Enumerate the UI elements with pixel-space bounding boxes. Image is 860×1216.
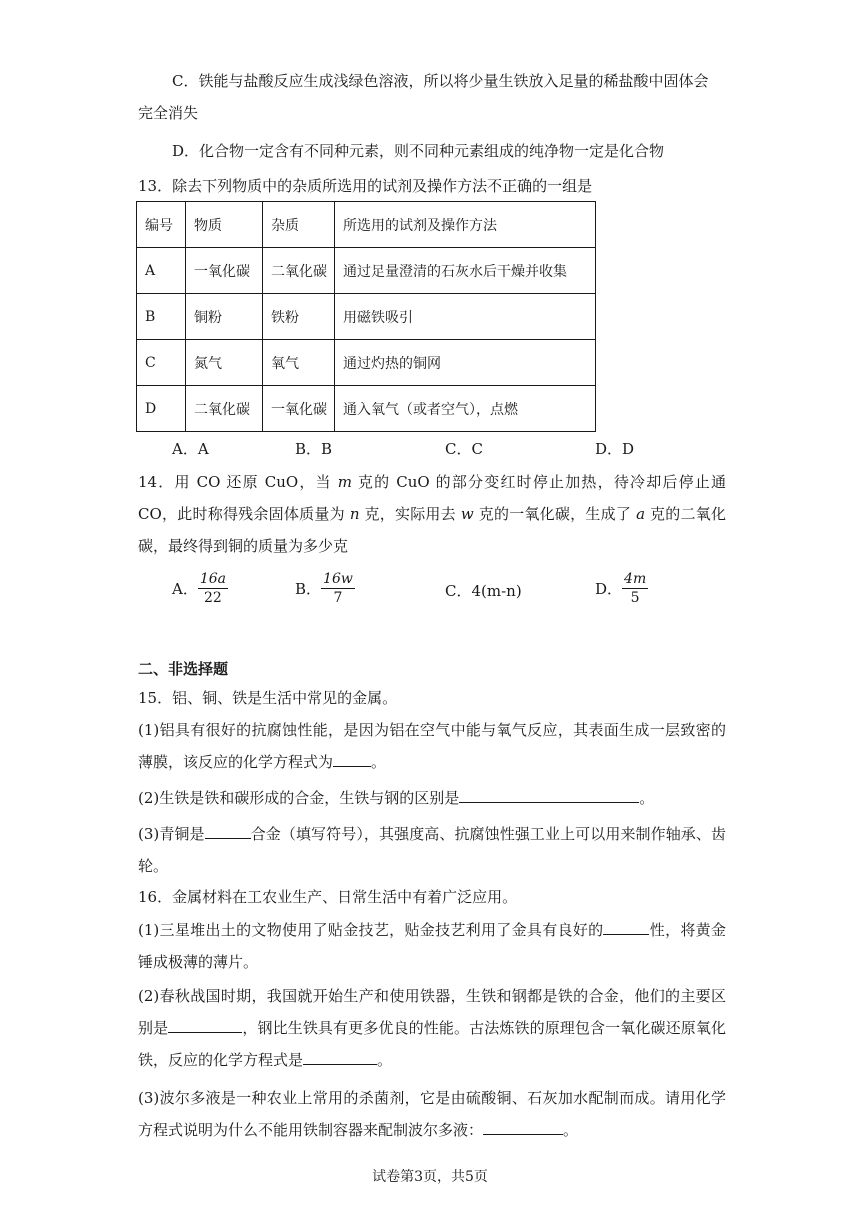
q16-part1-text: (1)三星堆出土的文物使用了贴金技艺，贴金技艺利用了金具有良好的	[138, 921, 604, 939]
q15-part3	[138, 818, 726, 882]
q15-part1	[138, 714, 726, 778]
header-cell: 编号	[137, 202, 186, 248]
table-row	[137, 294, 596, 340]
var-m: m	[337, 473, 352, 491]
q14-option-d	[595, 570, 648, 607]
answer-blank[interactable]	[603, 920, 649, 935]
table-cell: 通过足量澄清的石灰水后干燥并收集	[335, 248, 596, 294]
table-cell: 一氧化碳	[263, 386, 335, 432]
punctuation: 。	[563, 1121, 579, 1139]
q13-table	[136, 201, 596, 432]
q13-option-a: A．A	[172, 440, 209, 458]
q12-option-c-line1: C．铁能与盐酸反应生成浅绿色溶液，所以将少量生铁放入足量的稀盐酸中固体会	[172, 72, 709, 90]
var-w: w	[460, 505, 474, 523]
answer-blank[interactable]	[333, 752, 371, 767]
answer-blank[interactable]	[459, 788, 639, 803]
q13-stem: 13．除去下列物质中的杂质所选用的试剂及操作方法不正确的一组是	[138, 177, 593, 195]
option-label: B．	[295, 580, 322, 598]
table-cell: 二氧化碳	[263, 248, 335, 294]
punctuation: 。	[371, 753, 387, 771]
answer-blank[interactable]	[303, 1050, 377, 1065]
q12-option-c-line2: 完全消失	[138, 104, 199, 122]
header-cell: 杂质	[263, 202, 335, 248]
table-cell: 通过灼热的铜网	[335, 340, 596, 386]
page-footer: 试卷第3页，共5页	[372, 1169, 488, 1185]
table-row	[137, 386, 596, 432]
q15-part2-text: (2)生铁是铁和碳形成的合金，生铁与钢的区别是	[138, 789, 460, 807]
answer-blank[interactable]	[483, 1120, 563, 1135]
table-row	[137, 340, 596, 386]
table-cell: 铁粉	[263, 294, 335, 340]
var-n: n	[349, 505, 360, 523]
q13-option-b: B．B	[295, 440, 333, 458]
table-cell: C	[137, 340, 186, 386]
punctuation: 。	[639, 789, 655, 807]
option-label: D．	[595, 580, 623, 598]
q14-option-b	[295, 570, 355, 607]
q15-stem: 15．铝、铜、铁是生活中常见的金属。	[138, 689, 398, 707]
table-cell: A	[137, 248, 186, 294]
answer-blank[interactable]	[168, 1018, 242, 1033]
q16-part3-text: (3)波尔多液是一种农业上常用的杀菌剂，它是由硫酸铜、石灰加水配制而成。请用化学方程式说明为什么不能用铁制容器来配制波尔多液：	[138, 1089, 726, 1139]
punctuation: 。	[377, 1051, 393, 1069]
table-cell: 铜粉	[186, 294, 263, 340]
section-title: 二、非选择题	[138, 660, 229, 678]
table-cell: 通入氧气（或者空气），点燃	[335, 386, 596, 432]
q14-option-c: C．4(m-n)	[445, 582, 522, 600]
option-label: A．	[172, 580, 198, 598]
table-row	[137, 248, 596, 294]
table-cell: 用磁铁吸引	[335, 294, 596, 340]
q16-part2	[138, 980, 726, 1076]
denominator: 22	[204, 590, 222, 606]
q12-option-d: D．化合物一定含有不同种元素，则不同种元素组成的纯净物一定是化合物	[172, 142, 665, 160]
table-cell: 氮气	[186, 340, 263, 386]
table-cell: 氧气	[263, 340, 335, 386]
q16-part2-text: (2)春秋战国时期，我国就开始生产和使用铁器，生铁和钢都是铁的合金，他们的主要区别是	[138, 987, 726, 1037]
numerator: 16w	[323, 571, 353, 587]
q14-text: 克的一氧化碳，生成了	[473, 505, 637, 523]
q14-stem	[138, 466, 726, 562]
table-cell: B	[137, 294, 186, 340]
table-cell: D	[137, 386, 186, 432]
q14-text: 克，实际用去	[359, 505, 461, 523]
header-cell: 所选用的试剂及操作方法	[335, 202, 596, 248]
q16-part1	[138, 914, 726, 978]
header-cell: 物质	[186, 202, 263, 248]
denominator: 5	[630, 590, 640, 606]
q14-option-a	[172, 570, 228, 607]
table-header-row	[137, 202, 596, 248]
fraction	[321, 570, 355, 607]
q13-option-c: C．C	[445, 440, 483, 458]
q16-part3	[138, 1082, 726, 1146]
numerator: 16a	[199, 571, 227, 587]
var-a: a	[636, 505, 646, 523]
fraction	[622, 570, 648, 607]
fraction	[198, 570, 228, 607]
table-cell: 一氧化碳	[186, 248, 263, 294]
q15-part1-text: (1)铝具有很好的抗腐蚀性能，是因为铝在空气中能与氧气反应，其表面生成一层致密的薄膜，该反应的化学方程式为	[138, 721, 726, 771]
q15-part3-text: (3)青铜是	[138, 825, 205, 843]
q14-text: 克的 CuO 的部分变红时停止加热，待冷却后停止通 CO，此时称得残余固体质量为	[138, 473, 726, 523]
q16-stem: 16．金属材料在工农业生产、日常生活中有着广泛应用。	[138, 888, 518, 906]
q14-text: 14．用 CO 还原 CuO，当	[138, 473, 338, 491]
q15-part2	[138, 782, 726, 814]
q14-text: 克的二氧化碳，最终得到铜的质量为多少克	[138, 505, 726, 555]
q16-part2-text: ，钢比生铁具有更多优良的性能。古法炼铁的原理包含一氧化碳还原氧化铁，反应的化学方程式是	[138, 1019, 726, 1069]
table-cell: 二氧化碳	[186, 386, 263, 432]
q16-part1-text: 性，将黄金锤成极薄的薄片。	[138, 921, 726, 971]
denominator: 7	[333, 590, 343, 606]
numerator: 4m	[624, 571, 647, 587]
q15-part3-text: 合金（填写符号），其强度高、抗腐蚀性强工业上可以用来制作轴承、齿轮。	[138, 825, 726, 875]
answer-blank[interactable]	[205, 824, 251, 839]
q13-option-d: D．D	[595, 440, 635, 458]
